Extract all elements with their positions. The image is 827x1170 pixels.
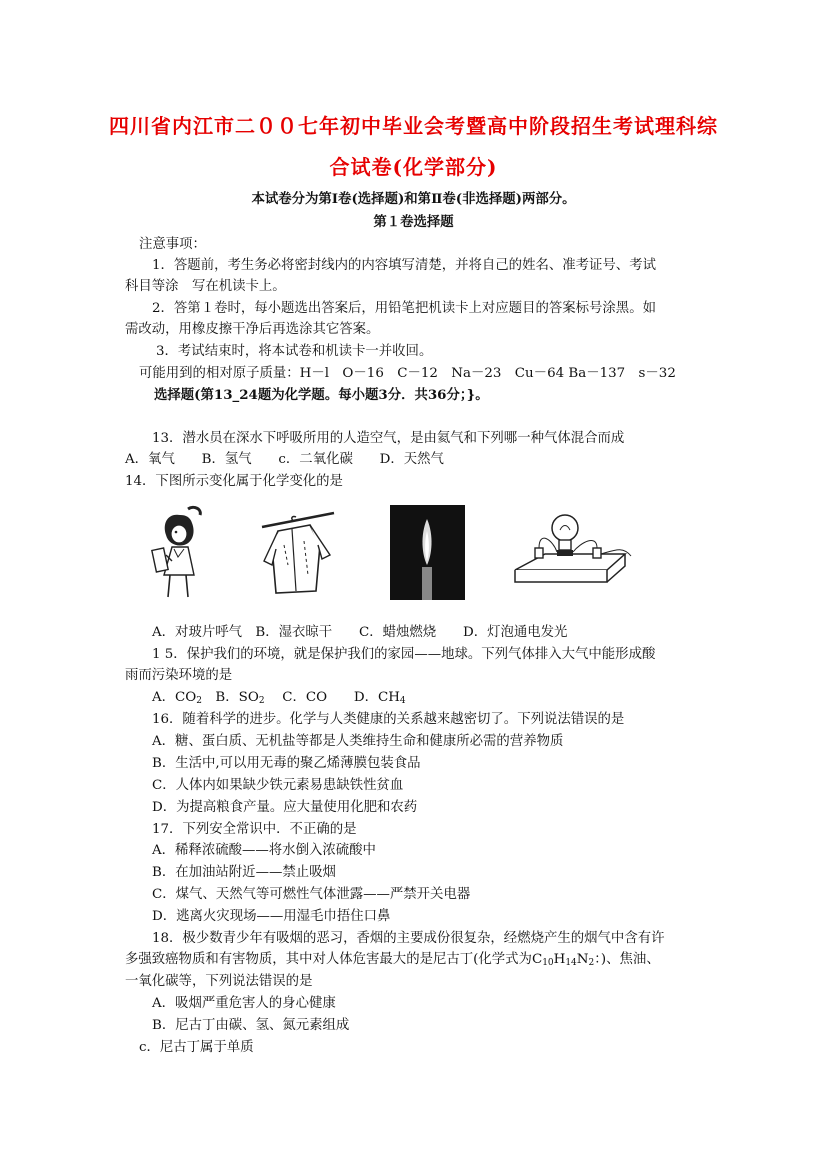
question-17-option-a: A．稀释浓硫酸——将水倒入浓硫酸中 — [152, 843, 376, 858]
section-heading: 第１卷选择题 — [373, 214, 454, 230]
note-2-line-1: 2．答第１卷时，每小题选出答案后，用铅笔把机读卡上对应题目的答案标号涂黑。如 — [152, 301, 656, 316]
burning-candle-figure — [390, 505, 465, 600]
page-title: 四川省内江市二００七年初中毕业会考暨高中阶段招生考试理科综 — [109, 114, 718, 138]
question-15-line-1: 1 5．保护我们的环境，就是保护我们的家园——地球。下列气体排入大气中能形成酸 — [152, 647, 656, 662]
question-18-option-a: A．吸烟严重危害人的身心健康 — [152, 996, 336, 1011]
notes-title: 注意事项： — [139, 237, 206, 252]
note-1-line-1: 1．答题前，考生务必将密封线内的内容填写清楚，并将自己的姓名、准考证号、考试 — [152, 258, 656, 273]
page-title-continued: 合试卷(化学部分) — [329, 155, 498, 179]
question-17-option-d: D．逃离火灾现场——用湿毛巾捂住口鼻 — [152, 909, 391, 924]
question-16-option-b: B．生活中,可以用无毒的聚乙烯薄膜包装食品 — [152, 756, 421, 771]
question-16-option-d: D．为提高粮食产量。应大量使用化肥和农药 — [152, 800, 418, 815]
question-14: 14．下图所示变化属于化学变化的是 — [125, 474, 343, 489]
question-14-options: A．对玻片呼气 B．湿衣晾干 C．蜡烛燃烧 D．灯泡通电发光 — [152, 625, 568, 640]
note-1-line-2: 科目等涂 写在机读卡上。 — [125, 279, 286, 294]
question-18-option-b: B．尼古丁由碳、氢、氮元素组成 — [152, 1018, 350, 1033]
question-16-option-a: A．糖、蛋白质、无机盐等都是人类维持生命和健康所必需的营养物质 — [152, 734, 564, 749]
question-16: 16．随着科学的进步。化学与人类健康的关系越来越密切了。下列说法错误的是 — [152, 712, 625, 727]
question-17-option-c: C．煤气、天然气等可燃性气体泄露——严禁开关电器 — [152, 887, 471, 902]
question-13: 13．潜水员在深水下呼吸所用的人造空气，是由氦气和下列哪一种气体混合而成 — [152, 431, 625, 446]
question-17-option-b: B．在加油站附近——禁止吸烟 — [152, 865, 336, 880]
intro-text: 本试卷分为第Ⅰ卷(选择题)和第Ⅱ卷(非选择题)两部分。 — [251, 191, 576, 207]
atomic-mass-line: 可能用到的相对原子质量：H－l O－16 C－12 Na－23 Cu－64 Ba－137 s－32 — [139, 366, 676, 381]
question-16-option-c: C．人体内如果缺少铁元素易患缺铁性贫血 — [152, 778, 404, 793]
question-13-options: A．氧气 B．氢气 c．二氧化碳 D．天然气 — [125, 452, 444, 467]
question-18-line-2: 多强致癌物质和有害物质，其中对人体危害最大的是尼古丁(化学式为$C_{10}H_{14}N_2$：)、焦油、 — [125, 952, 660, 968]
question-18-line-1: 18．极少数青少年有吸烟的恶习，香烟的主要成份很复杂，经燃烧产生的烟气中含有许 — [152, 931, 665, 946]
question-18-line-3: 一氧化碳等，下列说法错误的是 — [125, 974, 313, 989]
light-bulb-circuit-figure — [505, 510, 635, 592]
question-17: 17．下列安全常识中．不正确的是 — [152, 822, 357, 837]
question-15-line-2: 雨而污染环境的是 — [125, 668, 233, 683]
girl-breathing-figure — [150, 505, 220, 600]
question-18-option-c: c．尼古丁属于单质 — [139, 1040, 254, 1055]
question-15-options: A．$CO_2$ B．$SO_2$ C．CO D．$CH_4$ — [152, 690, 406, 706]
wet-clothes-figure — [258, 505, 338, 600]
note-3: 3．考试结束时，将本试卷和机读卡一并收回。 — [156, 344, 433, 359]
choice-section-header: 选择题(第13_24题为化学题。每小题3分．共36分；}。 — [154, 387, 489, 403]
note-2-line-2: 需改动，用橡皮擦干净后再选涂其它答案。 — [125, 322, 380, 337]
